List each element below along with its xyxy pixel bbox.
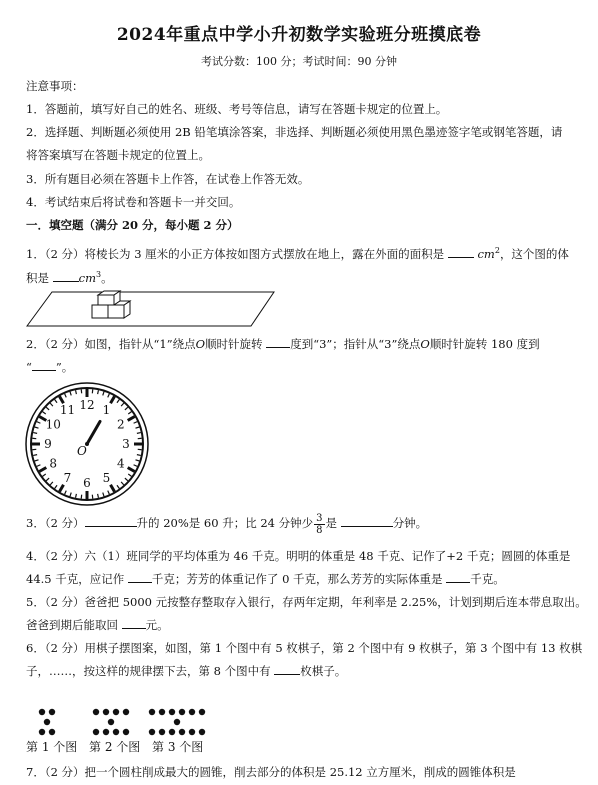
clock-tick [134, 465, 138, 467]
clock-tick [98, 494, 99, 498]
clock-tick [70, 392, 71, 396]
section-heading: 一．填空题（满分 20 分，每小题 2 分） [26, 218, 239, 232]
question-1-line-1: 1．（2 分）将棱长为 3 厘米的小正方体按如图方式摆放在地上，露在外面的面积是 $cm^2$，这个图的体 [26, 246, 569, 261]
clock-tick [76, 390, 77, 394]
clock-number: 3 [122, 437, 130, 451]
question-4-line-1: 4．（2 分）六（1）班同学的平均体重为 46 千克。明明的体重是 48 千克、记作了+2 千克；圆圆的体重是 [26, 549, 571, 563]
notice-item-2-cont: 将答案填写在答题卡规定的位置上。 [26, 148, 210, 162]
clock-tick [43, 412, 46, 414]
clock-tick [55, 400, 57, 403]
notice-item-4: 4．考试结束后将试卷和答题卡一并交回。 [26, 195, 241, 209]
answer-blank[interactable] [341, 514, 393, 527]
clock-tick [60, 485, 64, 492]
clock-tick [108, 394, 110, 398]
clock-number: 6 [83, 476, 91, 490]
clock-number: 4 [116, 456, 125, 471]
answer-blank[interactable] [274, 662, 300, 675]
answer-blank[interactable] [85, 514, 137, 527]
clock-number: 12 [79, 398, 95, 412]
figure-caption-1: 第 1 个图 [26, 740, 78, 754]
clock-tick [37, 422, 41, 424]
clock-tick [111, 396, 115, 403]
clock-tick [98, 390, 99, 394]
pattern-1 [39, 709, 55, 735]
clock-number: 7 [63, 470, 72, 485]
clock-number: 2 [116, 417, 125, 432]
answer-blank[interactable] [122, 616, 146, 629]
notice-item-1: 1．答题前，填写好自己的姓名、班级、考号等信息，请写在答题卡规定的位置上。 [26, 102, 448, 116]
clock-number: 1 [102, 403, 111, 418]
clock-tick [76, 494, 77, 498]
cube-figure [26, 290, 276, 330]
answer-blank[interactable] [446, 570, 470, 583]
clock-tick [46, 478, 49, 481]
clock-tick [137, 455, 141, 456]
clock-tick [137, 433, 141, 434]
question-1-line-2: 积是 $cm^3$。 [26, 270, 113, 285]
clock-tick [35, 460, 39, 461]
clock-tick [37, 465, 41, 467]
clock-tick [65, 394, 67, 398]
pattern-2 [93, 709, 129, 735]
clock-number: 9 [44, 437, 52, 451]
clock-number: 11 [59, 403, 76, 418]
clock-tick [125, 478, 128, 481]
page-title: 2024年重点中学小升初数学实验班分班摸底卷 [116, 25, 482, 45]
notice-heading: 注意事项： [26, 79, 84, 93]
question-4-line-2: 44.5 千克，应记作 千克；芳芳的体重记作了 0 千克，那么芳芳的实际体重是 千克。 [26, 572, 505, 586]
clock-tick [136, 460, 140, 461]
clock-tick [128, 474, 131, 476]
clock-center-label: O [77, 444, 87, 458]
answer-blank[interactable] [128, 570, 152, 583]
question-6-line-2: 子，……，按这样的规律摆下去，第 8 个图中有 枚棋子。 [26, 664, 347, 678]
pattern-3 [149, 709, 205, 735]
clock-tick [128, 468, 135, 472]
clock-tick [103, 493, 104, 497]
clock-tick [134, 422, 138, 424]
answer-blank[interactable] [53, 269, 79, 282]
clock-tick [111, 485, 115, 492]
question-5-line-1: 5．（2 分）爸爸把 5000 元按整存整取存入银行，存两年定期，年利率是 2.25%，计划到期后连本带息取出。 [26, 595, 587, 609]
clock-tick [50, 403, 53, 406]
clock-number: 5 [102, 470, 111, 485]
clock-tick [128, 417, 135, 421]
clock-tick [46, 407, 49, 410]
clock-tick [117, 400, 119, 403]
clock-tick [35, 427, 39, 428]
clock-tick [43, 474, 46, 476]
question-2-line-1: 2．（2 分）如图，指针从“1”绕点O顺时针旋转 度到“3”；指针从“3”绕点O顺时针旋转 180 度到 [26, 337, 540, 351]
figure-caption-2: 第 2 个图 [89, 740, 141, 754]
clock-number: 8 [49, 456, 58, 471]
clock-tick [128, 412, 131, 414]
clock-number: 10 [45, 417, 61, 432]
clock-tick [65, 491, 67, 495]
clock-tick [103, 392, 104, 396]
clock-tick [55, 485, 57, 488]
clock-tick [39, 468, 46, 472]
clock-tick [50, 482, 53, 485]
clock-tick [117, 485, 119, 488]
figure-caption-3: 第 3 个图 [152, 740, 204, 754]
clock-tick [125, 407, 128, 410]
fraction: $\frac{3}{8}$ [316, 512, 323, 536]
question-6-line-1: 6．（2 分）用棋子摆图案，如图，第 1 个图中有 5 枚棋子，第 2 个图中有 9 枚棋子，第 3 个图中有 13 枚棋 [26, 641, 583, 655]
question-2-line-2: “ ”。 [26, 360, 74, 374]
clock-hand [87, 421, 100, 444]
notice-item-2: 2．选择题、判断题必须使用 2B 铅笔填涂答案，非选择、判断题必须使用黑色墨迹签字笔或钢笔答题，请 [26, 125, 563, 139]
clock-tick [33, 433, 37, 434]
clock-tick [33, 455, 37, 456]
question-5-line-2: 爸爸到期后能取回 元。 [26, 618, 169, 632]
question-3: 3．（2 分） 升的 20%是 60 升；比 24 分钟少 $\frac{3}{8}$ 是 分钟。 [26, 512, 428, 536]
exam-info: 考试分数：100 分；考试时间：90 分钟 [201, 55, 397, 68]
answer-blank[interactable] [448, 245, 474, 258]
answer-blank[interactable] [32, 358, 56, 371]
clock-tick [121, 482, 124, 485]
question-7-line-1: 7．（2 分）把一个圆柱削成最大的圆锥，削去部分的体积是 25.12 立方厘米，削成的圆锥体积是 [26, 765, 516, 779]
clock-figure [24, 381, 150, 507]
chess-pattern-figure [30, 707, 210, 739]
clock-tick [121, 403, 124, 406]
clock-tick [136, 427, 140, 428]
answer-blank[interactable] [266, 335, 290, 348]
clock-tick [108, 491, 110, 495]
clock-tick [70, 493, 71, 497]
notice-item-3: 3．所有题目必须在答题卡上作答，在试卷上作答无效。 [26, 172, 310, 186]
